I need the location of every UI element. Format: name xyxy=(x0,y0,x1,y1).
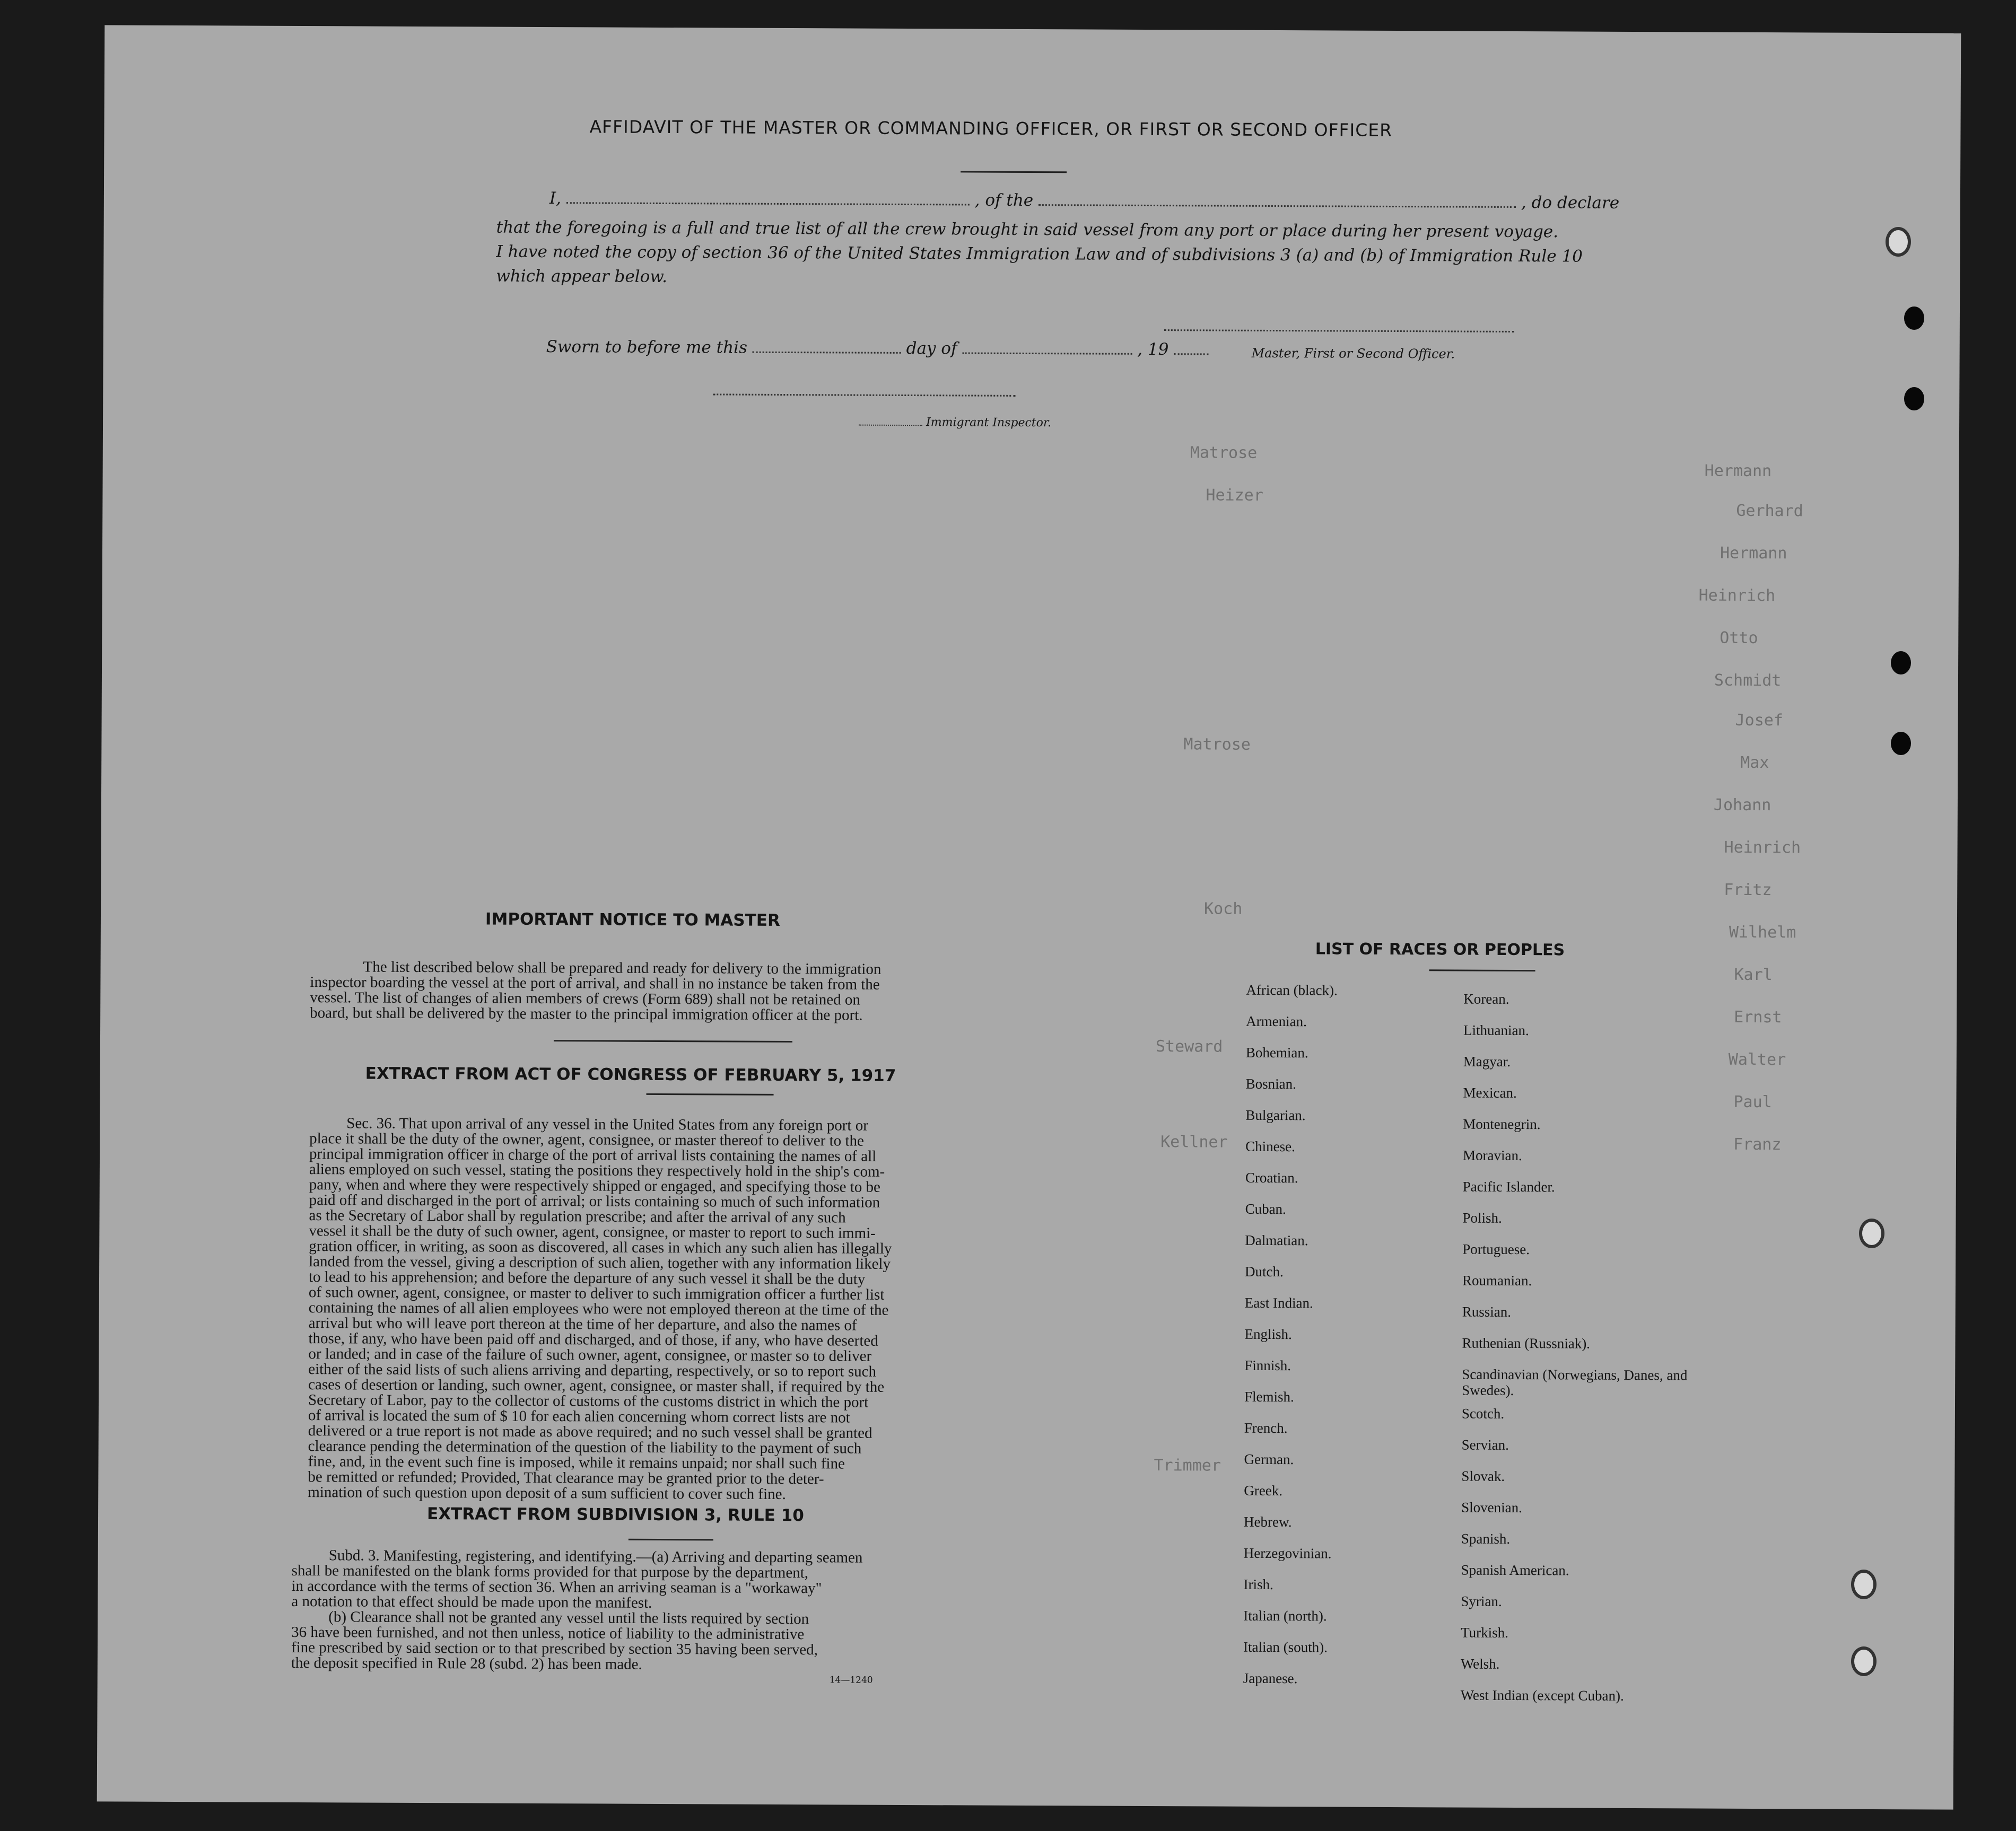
act-line: pany, when and where they were respectively shipped or engaged, and specifying those to be xyxy=(309,1176,881,1196)
race-item: Mexican. xyxy=(1463,1084,1517,1101)
act-line: place it shall be the duty of the owner, agent, consignee, or master thereof to deliver to the xyxy=(309,1130,864,1150)
affidavit-of-the-label: , of the xyxy=(974,190,1034,211)
race-item: Scotch. xyxy=(1461,1405,1505,1422)
notice-title: IMPORTANT NOTICE TO MASTER xyxy=(485,909,780,930)
punch-hole-icon xyxy=(1851,1570,1877,1599)
bleed-through-text: Hermann Gerhard Hermann Heinrich Otto Schmidt Josef Max Johann Heinrich Fritz Wilhelm Karl Ernst Walter Paul Franz Matrose Heizer Matrose Koch Steward Kellner Trimmer xyxy=(1154,443,1803,1475)
act-line: or landed; and in case of the failure of such owner, agent, consignee, or master so to deliver xyxy=(308,1345,872,1365)
races-title: LIST OF RACES OR PEOPLES xyxy=(1315,940,1565,960)
act-line: either of the said lists of such aliens arriving and departing, respectively, or so to report such xyxy=(308,1361,877,1380)
race-item: Slovak. xyxy=(1461,1468,1505,1484)
punch-hole-icon xyxy=(1904,387,1924,410)
race-item: Bulgarian. xyxy=(1245,1107,1306,1124)
notice-line: board, but shall be delivered by the master to the principal immigration officer at the port. xyxy=(310,1004,863,1024)
race-item: Dutch. xyxy=(1245,1263,1284,1280)
race-item: Scandinavian (Norwegians, Danes, and Swedes). xyxy=(1462,1366,1688,1398)
sworn-year-field[interactable] xyxy=(1174,353,1208,355)
rule-line: fine prescribed by said section or to that prescribed by section 35 having been served, xyxy=(291,1639,818,1659)
race-item: Dalmatian. xyxy=(1245,1232,1308,1249)
race-item: English. xyxy=(1244,1326,1292,1343)
year-label: , 19 xyxy=(1137,339,1169,360)
race-item: Slovenian. xyxy=(1461,1499,1522,1516)
race-item: Finnish. xyxy=(1244,1357,1291,1374)
punch-hole-icon xyxy=(1886,227,1911,257)
race-item: Polish. xyxy=(1462,1210,1502,1226)
act-text xyxy=(308,1116,1046,1503)
affidavit-i-label: I, xyxy=(549,189,562,208)
race-item: Roumanian. xyxy=(1462,1272,1532,1289)
affidavit-title: AFFIDAVIT OF THE MASTER OR COMMANDING OFFICER, OR FIRST OR SECOND OFFICER xyxy=(589,116,1393,141)
race-item: East Indian. xyxy=(1244,1294,1313,1311)
race-item: Bosnian. xyxy=(1245,1075,1296,1092)
punch-hole-icon xyxy=(1891,651,1911,674)
act-line: Sec. 36. That upon arrival of any vessel in the United States from any foreign port or xyxy=(346,1115,868,1134)
officer-name-field[interactable] xyxy=(566,202,970,205)
act-line: arrival but who will leave port thereon at the time of her departure, and also the names of xyxy=(308,1315,857,1334)
act-line: those, if any, who have been paid off and discharged, and of those, if any, who have deserted xyxy=(308,1330,878,1350)
notice-line: The list described below shall be prepared and ready for delivery to the immigration xyxy=(363,958,882,978)
race-item: Italian (north). xyxy=(1243,1607,1327,1624)
punch-hole-icon xyxy=(1859,1219,1884,1248)
notice-line: vessel. The list of changes of alien members of crews (Form 689) shall not be retained on xyxy=(310,989,860,1009)
act-line: aliens employed on such vessel, stating the positions they respectively hold in the ship's com- xyxy=(309,1161,885,1180)
race-item: Lithuanian. xyxy=(1463,1022,1529,1039)
race-item: Greek. xyxy=(1244,1482,1283,1499)
master-signature-field[interactable] xyxy=(1164,329,1514,332)
rule-line: Subd. 3. Manifesting, registering, and identifying.—(a) Arriving and departing seamen xyxy=(328,1547,863,1566)
inspector-signature-field[interactable] xyxy=(713,393,1015,396)
act-line: containing the names of all alien employees who were not employed thereon at the time of the xyxy=(308,1299,889,1319)
act-line: cases of desertion or landing, such owner, agent, consignee, or master shall, if required by the xyxy=(308,1376,885,1396)
race-item: Syrian. xyxy=(1461,1593,1502,1609)
act-line: of arrival is located the sum of $ 10 for each alien concerning whom correct lists are not xyxy=(308,1407,850,1426)
inspector-caption: Immigrant Inspector. xyxy=(859,416,1051,430)
race-item: Ruthenian (Russniak). xyxy=(1462,1335,1591,1352)
race-item: Welsh. xyxy=(1460,1655,1500,1672)
affidavit-line-2: that the foregoing is a full and true list of all the crew brought in said vessel from any port or place during her present voyage. xyxy=(496,217,1559,242)
rule-line: (b) Clearance shall not be granted any vessel until the lists required by section xyxy=(328,1608,809,1628)
day-of-label: day of xyxy=(906,338,957,358)
races-title-rule xyxy=(1429,969,1535,971)
race-item: Flemish. xyxy=(1244,1388,1294,1405)
act-line: to lead to his apprehension; and before the departure of any such vessel it shall be the duty xyxy=(308,1268,866,1288)
act-line: of such owner, agent, consignee, or master to deliver to such immigration officer a further list xyxy=(308,1284,885,1303)
rule-line: shall be manifested on the blank forms provided for that purpose by the department, xyxy=(291,1562,809,1582)
race-item: Servian. xyxy=(1461,1436,1509,1453)
vessel-name-field[interactable] xyxy=(1038,204,1516,208)
race-item: West Indian (except Cuban). xyxy=(1460,1687,1624,1704)
punch-hole-icon xyxy=(1851,1646,1877,1676)
act-line: be remitted or refunded; Provided, That clearance may be granted prior to the deter- xyxy=(308,1468,824,1488)
race-item: Japanese. xyxy=(1243,1670,1298,1687)
act-line: as the Secretary of Labor shall by regulation prescribe; and after the arrival of any such xyxy=(309,1207,846,1226)
affidavit-title-rule xyxy=(961,171,1067,173)
rule-line: 36 have been furnished, and not then unless, notice of liability to the administrative xyxy=(291,1623,805,1643)
rule-line: in accordance with the terms of section 36. When an arriving seaman is a "workaway" xyxy=(291,1577,822,1597)
race-item: Bohemian. xyxy=(1245,1044,1308,1061)
notice-rule xyxy=(554,1040,792,1042)
rule-title-rule xyxy=(629,1539,713,1541)
race-item: Portuguese. xyxy=(1462,1241,1530,1258)
race-item: Hebrew. xyxy=(1243,1513,1292,1530)
affidavit-line-1 xyxy=(549,189,1619,213)
rule-line: the deposit specified in Rule 28 (subd. 2) has been made. xyxy=(291,1654,642,1673)
affidavit-line-3: I have noted the copy of section 36 of the United States Immigration Law and of subdivisions 3 (a) and (b) of Immigration Rule 10 xyxy=(496,242,1583,266)
punch-hole-icon xyxy=(1904,306,1924,330)
race-item: Russian. xyxy=(1462,1303,1512,1320)
race-item: Cuban. xyxy=(1245,1201,1286,1217)
race-item: Spanish. xyxy=(1461,1530,1511,1547)
race-item: French. xyxy=(1244,1420,1288,1436)
race-item: Moravian. xyxy=(1462,1147,1522,1164)
sworn-line xyxy=(546,337,1209,359)
act-line: principal immigration officer in charge of the port of arrival lists containing the names of all xyxy=(309,1145,877,1165)
act-title-rule xyxy=(647,1093,774,1096)
race-item: African (black). xyxy=(1246,982,1338,998)
act-line: gration officer, in writing, as soon as discovered, all cases in which any such alien has illegally xyxy=(309,1238,892,1257)
sworn-month-field[interactable] xyxy=(962,352,1132,354)
race-item: Spanish American. xyxy=(1461,1562,1569,1579)
act-line: fine, and, in the event such fine is imposed, while it remains unpaid; nor shall such fine xyxy=(308,1453,845,1473)
master-caption: Master, First or Second Officer. xyxy=(1251,345,1455,362)
act-line: vessel it shall be the duty of such owner, agent, consignee, or master to report to such immi- xyxy=(309,1222,876,1242)
rule-line: a notation to that effect should be made upon the manifest. xyxy=(291,1592,652,1611)
affidavit-line-4: which appear below. xyxy=(496,266,668,287)
race-item: Chinese. xyxy=(1245,1138,1295,1155)
race-item: Armenian. xyxy=(1246,1013,1307,1030)
punch-hole-icon xyxy=(1891,732,1911,755)
form-sheet xyxy=(97,25,1961,1809)
race-item: Irish. xyxy=(1243,1576,1273,1593)
form-number: 14—1240 xyxy=(829,1675,873,1686)
affidavit-declare-label: , do declare xyxy=(1521,193,1620,213)
race-item: Pacific Islander. xyxy=(1462,1178,1555,1195)
race-item: Korean. xyxy=(1463,991,1509,1007)
race-item: German. xyxy=(1244,1451,1294,1468)
race-item: Montenegrin. xyxy=(1463,1116,1541,1133)
race-item: Croatian. xyxy=(1245,1169,1298,1186)
race-item: Turkish. xyxy=(1461,1624,1508,1641)
race-item: Herzegovinian. xyxy=(1243,1545,1332,1562)
rule-text xyxy=(291,1548,1029,1674)
race-item: Italian (south). xyxy=(1243,1639,1328,1655)
act-line: paid off and discharged in the port of arrival; or lists containing so much of such information xyxy=(309,1192,880,1211)
act-line: delivered or a true report is not made as above required; and no such vessel shall be granted xyxy=(308,1422,872,1442)
races-left-column xyxy=(1243,982,1427,1702)
act-line: Secretary of Labor, pay to the collector of customs of the customs district in which the port xyxy=(308,1391,869,1411)
race-item: Magyar. xyxy=(1463,1053,1511,1070)
rule-title: EXTRACT FROM SUBDIVISION 3, RULE 10 xyxy=(427,1504,804,1526)
act-line: landed from the vessel, giving a description of such alien, together with any information likely xyxy=(309,1253,891,1273)
sworn-label: Sworn to before me this xyxy=(546,337,748,357)
act-title: EXTRACT FROM ACT OF CONGRESS OF FEBRUARY 5, 1917 xyxy=(365,1064,896,1085)
notice-text xyxy=(310,959,1047,1024)
notice-line: inspector boarding the vessel at the port of arrival, and shall in no instance be taken from the xyxy=(310,974,880,993)
act-line: clearance pending the determination of the question of the liability to the payment of such xyxy=(308,1438,862,1457)
races-right-column xyxy=(1460,991,1691,1720)
sworn-day-field[interactable] xyxy=(753,352,901,354)
act-line: mination of such question upon deposit of a sum sufficient to cover such fine. xyxy=(308,1484,786,1503)
